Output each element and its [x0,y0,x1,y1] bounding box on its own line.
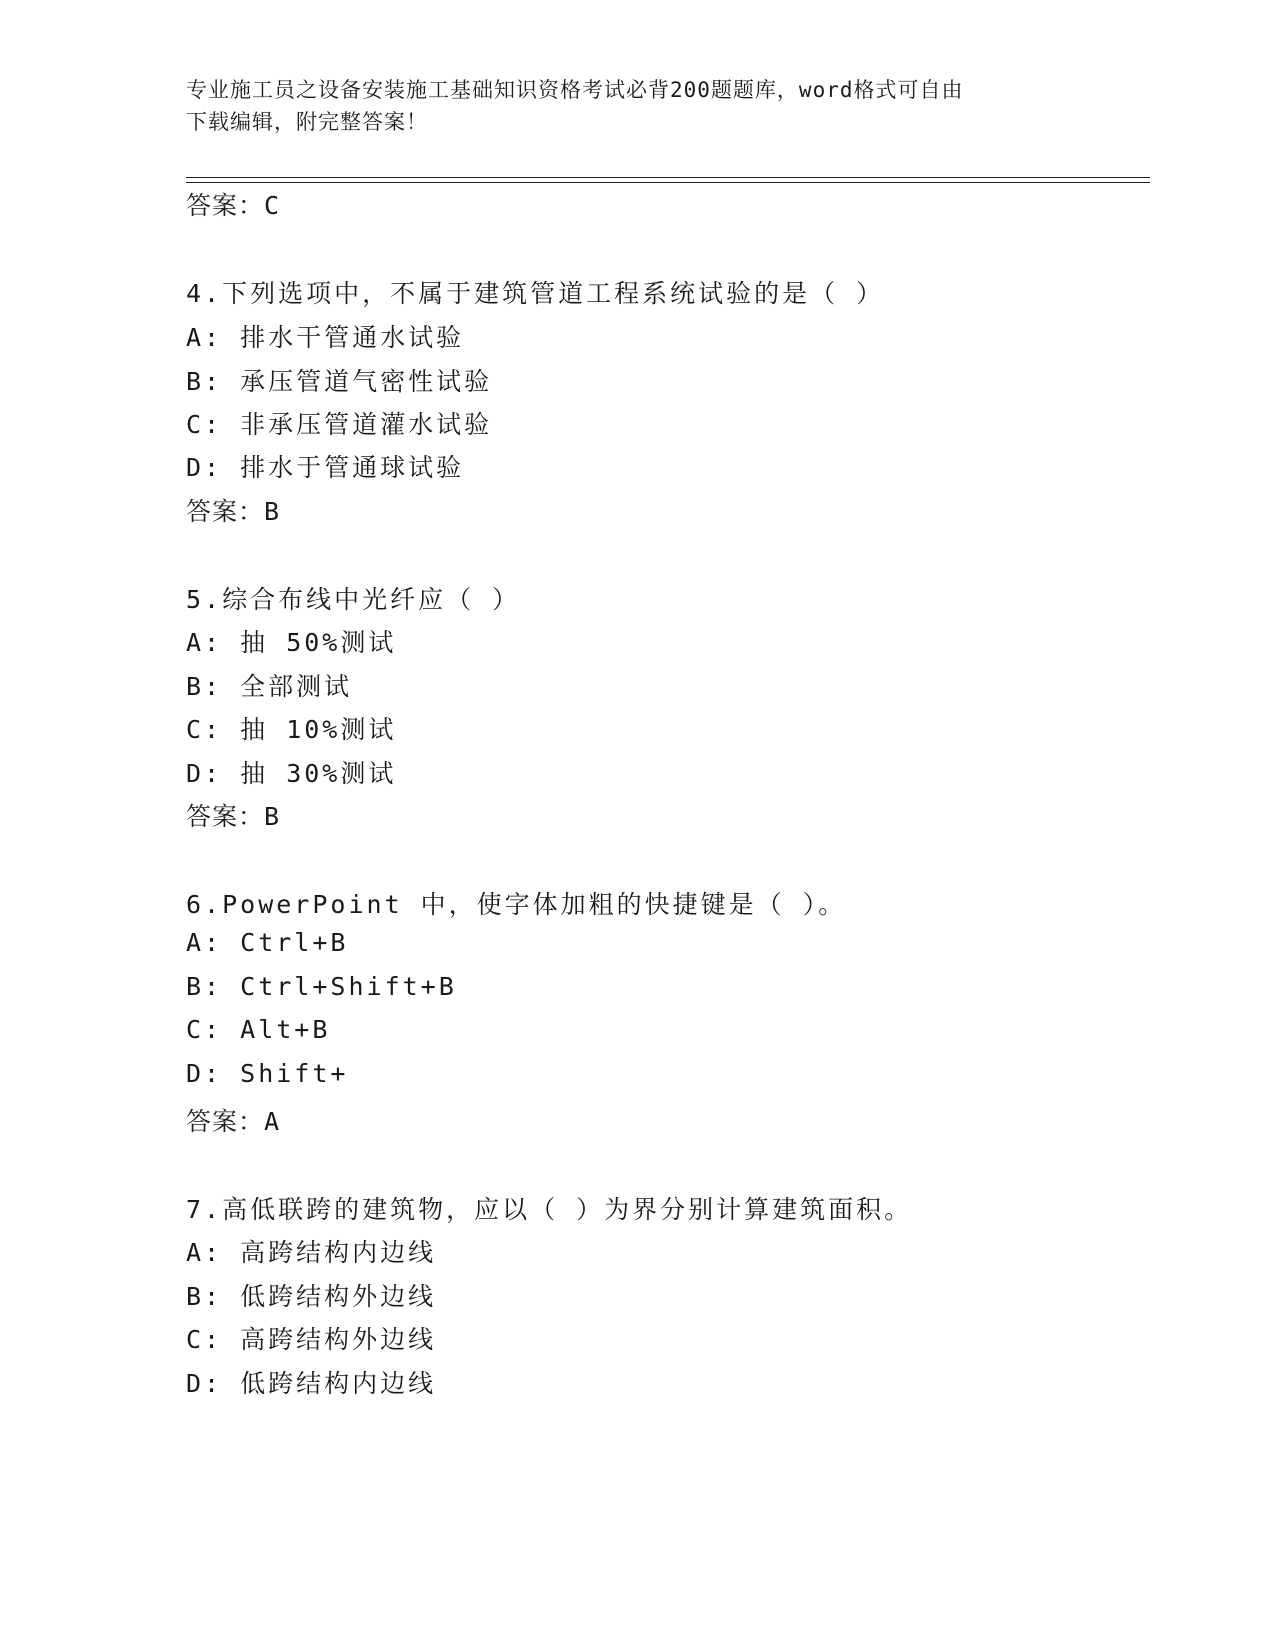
option-b-q6: B: Ctrl+Shift+B [186,972,457,1001]
header-divider-bottom [186,182,1150,183]
answer-label: 答案： [186,497,265,526]
answer-line-q6 [186,1102,280,1138]
header-line-2: 下载编辑，附完整答案！ [186,110,428,134]
question-stem-5: 5.综合布线中光纤应（ ） [186,585,521,614]
answer-line-q5 [186,797,280,833]
option-a-q5: A: 抽 50%测试 [186,628,397,657]
question-stem-4: 4.下列选项中，不属于建筑管道工程系统试验的是（ ） [186,279,885,308]
answer-value: B [264,802,281,831]
answer-line-q4 [186,492,280,528]
answer-value: A [264,1107,281,1136]
option-a-q6: A: Ctrl+B [186,928,349,957]
question-stem-6: 6.PowerPoint 中，使字体加粗的快捷键是（ ）。 [186,890,847,919]
question-stem-7: 7.高低联跨的建筑物，应以（ ）为界分别计算建筑面积。 [186,1195,913,1224]
answer-label: 答案： [186,802,265,831]
header-line-1: 专业施工员之设备安装施工基础知识资格考试必背200题题库，word格式可自由 [186,78,964,102]
answer-value: B [264,497,281,526]
option-c-q6: C: Alt+B [186,1015,331,1044]
option-d-q6: D: Shift+ [186,1059,349,1088]
answer-label: 答案： [186,191,265,220]
option-b-q4: B: 承压管道气密性试验 [186,367,493,396]
document-header [186,74,1086,138]
answer-line-q3 [186,186,280,222]
option-a-q7: A: 高跨结构内边线 [186,1238,437,1267]
option-c-q4: C: 非承压管道灌水试验 [186,410,493,439]
option-c-q7: C: 高跨结构外边线 [186,1325,437,1354]
option-b-q5: B: 全部测试 [186,672,353,701]
option-d-q7: D: 低跨结构内边线 [186,1369,437,1398]
header-divider-top [186,177,1150,178]
option-b-q7: B: 低跨结构外边线 [186,1282,437,1311]
answer-value: C [264,191,281,220]
option-d-q4: D: 排水于管通球试验 [186,453,465,482]
option-c-q5: C: 抽 10%测试 [186,715,397,744]
option-d-q5: D: 抽 30%测试 [186,759,397,788]
option-a-q4: A: 排水干管通水试验 [186,323,465,352]
answer-label: 答案： [186,1107,265,1136]
